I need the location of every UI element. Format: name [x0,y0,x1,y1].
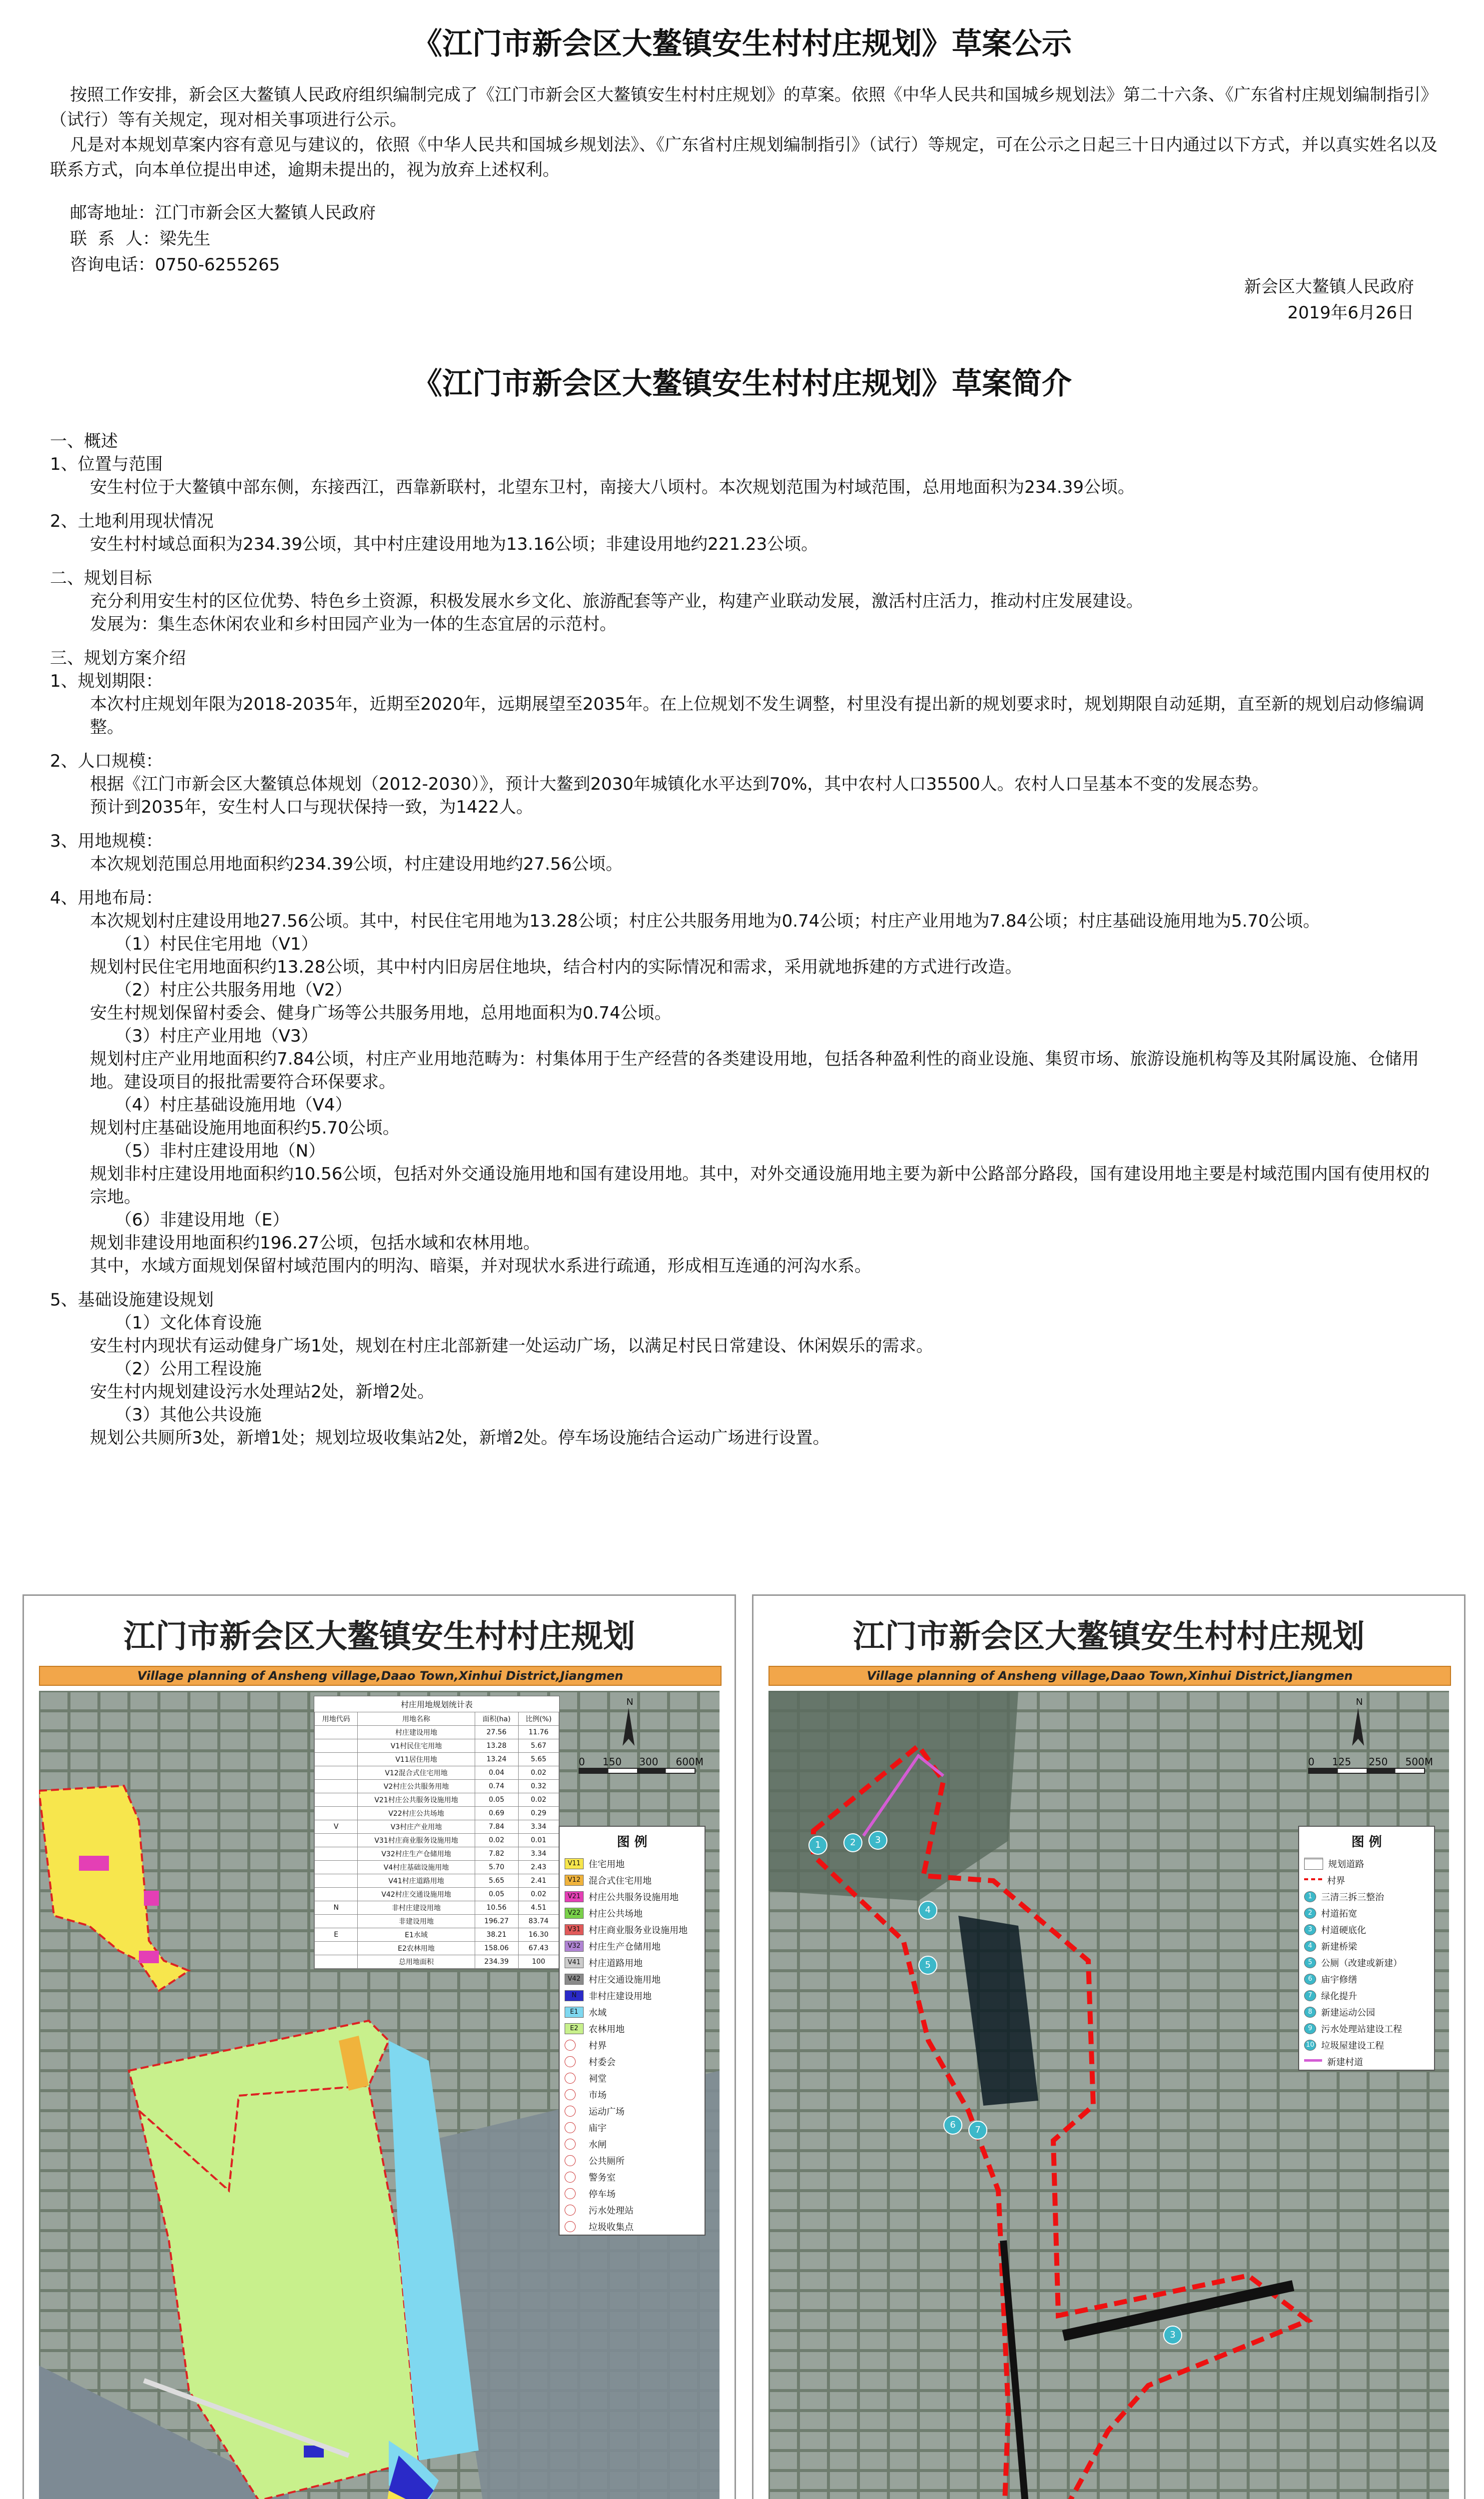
table-cell: 5.67 [518,1739,559,1753]
mailing-address: 邮寄地址：江门市新会区大鳌镇人民政府 [70,203,376,223]
map2-title: 江门市新会区大鳌镇安生村村庄规划 [853,1618,1365,1655]
table-cell: 0.02 [518,1766,559,1780]
legend-swatch: 7 [1304,1990,1316,2001]
legend-title: 图 例 [1351,1835,1382,1850]
legend-item [560,1855,705,1872]
table-row [315,1901,559,1915]
legend-item [1299,1872,1434,1888]
table-cell: 158.06 [475,1942,518,1955]
summary-line: 安生村规划保留村委会、健身广场等公共服务用地，总用地面积为0.74公顷。 [90,1003,672,1023]
legend-item [1299,1938,1434,1954]
summary-line: （3）其他公共设施 [115,1405,262,1425]
land-use-statistics-table [314,1696,560,1969]
table-cell: 0.01 [518,1834,559,1847]
table-row [315,1915,559,1928]
table-cell: N [315,1901,358,1915]
project-marker-2: 2 [843,1833,862,1852]
table-cell: 196.27 [475,1915,518,1928]
table-row [315,1928,559,1942]
summary-line: 三、规划方案介绍 [50,648,186,668]
table-row [315,1847,559,1861]
legend-item [560,2119,705,2136]
legend-swatch: V12 [565,1875,584,1886]
table-header-cell: 用地代码 [315,1712,358,1726]
map2-compass-scale [1308,1696,1438,1774]
legend-swatch [565,2221,576,2232]
legend-item [560,2136,705,2152]
summary-line: 2、土地利用现状情况 [50,511,214,531]
table-cell: 3.34 [518,1847,559,1861]
legend-swatch [565,2040,576,2051]
legend-swatch: V21 [565,1891,584,1902]
legend-swatch [565,2122,576,2133]
summary-line: 根据《江门市新会区大鳌镇总体规划（2012-2030）》，预计大鳌到2030年城镇化水平达到70%，其中农村人口35500人。农村人口呈基本不变的发展态势。 [90,774,1269,794]
legend-label: 警务室 [589,2172,616,2183]
table-cell: 67.43 [518,1942,559,1955]
legend-label: 住宅用地 [589,1859,625,1870]
table-cell [315,1861,358,1874]
summary-line: 规划公共厕所3处，新增1处；规划垃圾收集站2处，新增2处。停车场设施结合运动广场进行设置。 [90,1428,830,1448]
legend-label: 新建村道 [1327,2057,1363,2068]
map1-scale-labels [579,1756,704,1768]
legend-label: 规划道路 [1328,1859,1364,1870]
legend-item [560,2070,705,2086]
legend-label: 农林用地 [589,2024,625,2035]
summary-line: 预计到2035年，安生村人口与现状保持一致，为1422人。 [90,797,534,817]
summary-line: 4、用地布局： [50,888,163,908]
construction-project-map [768,1691,1449,2499]
summary-line: 规划村庄基础设施用地面积约5.70公顷。 [90,1118,400,1138]
summary-line: （1）文化体育设施 [115,1313,262,1333]
legend-swatch: E1 [565,2007,584,2018]
summary-line: 规划非建设用地面积约196.27公顷，包括水域和农林用地。 [90,1233,540,1253]
summary-line: （2）公用工程设施 [115,1359,262,1379]
table-row [315,1753,559,1766]
svg-text:N: N [1356,1697,1363,1707]
table-row [315,1793,559,1807]
table-cell: V1村民住宅用地 [358,1739,475,1753]
legend-item [1299,1921,1434,1938]
summary-body [50,430,1439,1449]
table-cell: 3.34 [518,1820,559,1834]
summary-line: 发展为：集生态休闲农业和乡村田园产业为一体的生态宜居的示范村。 [90,614,617,634]
phone-number: 咨询电话：0750-6255265 [70,255,280,275]
legend-swatch: V22 [565,1908,584,1919]
table-row [315,1874,559,1888]
summary-line: （5）非村庄建设用地（N） [115,1141,326,1161]
notice-body [50,82,1439,182]
project-marker-4: 4 [918,1901,937,1920]
table-cell [315,1942,358,1955]
project-marker-1: 1 [808,1836,827,1855]
legend-item [1299,2004,1434,2020]
map1-subtitle: Village planning of Ansheng village,Daao Town,Xinhui District,Jiangmen [39,1666,722,1686]
table-cell: V [315,1820,358,1834]
legend-swatch [565,2073,576,2084]
table-row [315,1888,559,1901]
table-cell [315,1915,358,1928]
table-cell: 4.51 [518,1901,559,1915]
legend-label: 水闸 [589,2139,607,2150]
summary-line: 规划村民住宅用地面积约13.28公顷，其中村内旧房居住地块，结合村内的实际情况和需求，采用就地拆建的方式进行改造。 [90,957,1022,977]
legend-item [560,2020,705,2037]
spacer [50,499,1439,510]
summary-line: （1）村民住宅用地（V1） [115,934,318,954]
table-cell [315,1955,358,1969]
legend-item [560,2086,705,2103]
table-cell: E [315,1928,358,1942]
table-cell: 13.24 [475,1753,518,1766]
issue-date: 2019年6月26日 [1287,303,1414,323]
table-cell: 13.28 [475,1739,518,1753]
legend-swatch [565,2205,576,2216]
table-cell [315,1739,358,1753]
map1-compass-scale [579,1696,709,1774]
land-use-map-panel [22,1594,736,2499]
legend-item [560,1872,705,1888]
legend-swatch: 9 [1304,2023,1316,2034]
scale-label: 250 [1369,1756,1388,1768]
legend-item [560,2169,705,2185]
signature-block [1244,274,1414,326]
summary-line: 规划村庄产业用地面积约7.84公顷，村庄产业用地范畴为：村集体用于生产经营的各类建设用地，包括各种盈利性的商业设施、集贸市场、旅游设施机构等及其附属设施、仓储用地。建设项目的报批需要符合环保要求。 [90,1049,1419,1092]
table-row [315,1834,559,1847]
legend-label: 公共厕所 [589,2156,625,2167]
table-cell: V21村庄公共服务设施用地 [358,1793,475,1807]
summary-line: 3、用地规模： [50,831,163,851]
table-cell: 11.76 [518,1726,559,1739]
notice-paragraph-1: 按照工作安排，新会区大鳌镇人民政府组织编制完成了《江门市新会区大鳌镇安生村村庄规划》的草案。依照《中华人民共和国城乡规划法》第二十六条、《广东省村庄规划编制指引》（试行）等有关规定，现对相关事项进行公示。 [50,85,1438,130]
table-cell: 0.74 [475,1780,518,1793]
legend-item [560,1954,705,1971]
table-cell: 0.32 [518,1780,559,1793]
spacer [50,876,1439,887]
table-cell: V42村庄交通设施用地 [358,1888,475,1901]
summary-line: （2）村庄公共服务用地（V2） [115,980,352,1000]
table-cell: 0.69 [475,1807,518,1820]
construction-project-map-panel [752,1594,1466,2499]
summary-line: （3）村庄产业用地（V3） [115,1026,318,1046]
legend-label: 村庄交通设施用地 [589,1974,661,1985]
legend-label: 新建运动公园 [1321,2007,1375,2018]
legend-swatch: V41 [565,1957,584,1968]
table-cell: 2.43 [518,1861,559,1874]
legend-label: 村道硬底化 [1321,1925,1366,1936]
spacer [50,636,1439,647]
project-marker-6: 6 [943,2116,962,2135]
contact-person: 联 系 人：梁先生 [70,229,211,249]
legend-label: 村庄公共场地 [589,1908,643,1919]
legend-title: 图 例 [617,1835,648,1850]
legend-label: 市场 [589,2090,607,2101]
legend-swatch [565,2155,576,2166]
legend-label: 三清三拆三整治 [1321,1892,1384,1903]
summary-line: 2、人口规模： [50,751,163,771]
summary-line: 其中，水域方面规划保留村域范围内的明沟、暗渠，并对现状水系进行疏通，形成相互连通的河沟水系。 [90,1256,871,1276]
legend-swatch [565,2056,576,2067]
table-cell [315,1888,358,1901]
table-cell: V32村庄生产仓储用地 [358,1847,475,1861]
table-cell [315,1807,358,1820]
table-cell: 83.74 [518,1915,559,1928]
table-cell: 总用地面积 [358,1955,475,1969]
legend-label: 村道拓宽 [1321,1908,1357,1919]
legend-label: 混合式住宅用地 [589,1875,652,1886]
scale-label: 0 [1308,1756,1315,1768]
legend-item [1299,2053,1434,2070]
summary-line: 5、基础设施建设规划 [50,1290,214,1310]
table-cell: V31村庄商业服务设施用地 [358,1834,475,1847]
legend-swatch: 10 [1304,2040,1316,2051]
scale-label: 500M [1405,1756,1433,1768]
legend-swatch: V11 [565,1858,584,1869]
table-cell: V4村庄基础设施用地 [358,1861,475,1874]
table-cell: 村庄建设用地 [358,1726,475,1739]
project-marker-7: 7 [968,2121,987,2140]
scale-label: 300 [639,1756,659,1768]
legend-swatch [565,2089,576,2100]
table-cell: V2村庄公共服务用地 [358,1780,475,1793]
legend-item [1299,1855,1434,1872]
table-cell: 10.56 [475,1901,518,1915]
legend-label: 污水处理站 [589,2205,634,2216]
spacer [50,556,1439,567]
map1-legend [559,1826,706,2236]
table-cell: 16.30 [518,1928,559,1942]
table-cell: 0.02 [518,1888,559,1901]
table-header-cell: 比例(%) [518,1712,559,1726]
legend-swatch [1304,2059,1322,2064]
legend-swatch: 3 [1304,1924,1316,1935]
legend-label: 庙宇修缮 [1321,1974,1357,1985]
north-arrow-icon [609,1696,649,1756]
north-arrow-icon [1338,1696,1378,1756]
legend-item [560,2185,705,2202]
table-cell: 0.05 [475,1793,518,1807]
table-row [315,1739,559,1753]
legend-label: 村庄公共服务设施用地 [589,1892,679,1903]
summary-line: 本次规划村庄建设用地27.56公顷。其中，村民住宅用地为13.28公顷；村庄公共服务用地为0.74公顷；村庄产业用地为7.84公顷；村庄基础设施用地为5.70公顷。 [90,911,1320,931]
legend-label: 庙宇 [589,2123,607,2134]
legend-swatch: V42 [565,1974,584,1985]
legend-label: 村庄商业服务业设施用地 [589,1925,688,1936]
legend-swatch: 6 [1304,1974,1316,1985]
legend-label: 公厕（改建或新建） [1321,1958,1402,1969]
table-cell: E2农林用地 [358,1942,475,1955]
legend-swatch [565,2106,576,2117]
scale-label: 0 [579,1756,585,1768]
map2-subtitle: Village planning of Ansheng village,Daao Town,Xinhui District,Jiangmen [768,1666,1451,1686]
table-cell: 100 [518,1955,559,1969]
legend-label: 村庄生产仓储用地 [589,1941,661,1952]
map2-scale-labels [1308,1756,1433,1768]
legend-swatch [1304,1878,1322,1882]
summary-line: 本次规划范围总用地面积约234.39公顷，村庄建设用地约27.56公顷。 [90,854,623,874]
legend-item [1299,1888,1434,1905]
table-header-cell: 面积(ha) [475,1712,518,1726]
legend-label: 村委会 [589,2057,616,2068]
legend-swatch [1304,1858,1323,1870]
table-cell: 0.04 [475,1766,518,1780]
table-cell: V22村庄公共场地 [358,1807,475,1820]
project-marker-5: 5 [918,1956,937,1975]
scale-label: 600M [676,1756,704,1768]
legend-item [1299,2037,1434,2053]
table-row [315,1780,559,1793]
table-row [315,1766,559,1780]
spacer [50,739,1439,750]
legend-swatch: V31 [565,1924,584,1935]
table-cell: 0.02 [518,1793,559,1807]
legend-item [560,2218,705,2235]
table-row [315,1807,559,1820]
scale-label: 125 [1332,1756,1352,1768]
legend-label: 村庄道路用地 [589,1958,643,1969]
table-cell: V11居住用地 [358,1753,475,1766]
table-cell [315,1766,358,1780]
map2-legend [1298,1826,1435,2071]
construction-project-map-graphic [768,1691,1449,2499]
legend-label: 垃圾屋建设工程 [1321,2040,1384,2051]
table-cell: 27.56 [475,1726,518,1739]
scale-label: 150 [602,1756,622,1768]
legend-swatch: 4 [1304,1941,1316,1952]
table-cell [315,1780,358,1793]
legend-swatch: E2 [565,2023,584,2034]
summary-line: 本次村庄规划年限为2018-2035年，近期至2020年，远期展望至2035年。在上位规划不发生调整，村里没有提出新的规划要求时，规划期限自动延期，直至新的规划启动修编调整。 [90,694,1425,737]
legend-item [560,2152,705,2169]
issuer: 新会区大鳌镇人民政府 [1244,277,1414,297]
legend-item [560,1938,705,1954]
legend-label: 非村庄建设用地 [589,1991,652,2002]
legend-label: 水域 [589,2007,607,2018]
legend-swatch: 1 [1304,1891,1316,1902]
legend-item [560,1905,705,1921]
legend-item [560,1921,705,1938]
legend-item [1299,1905,1434,1921]
spacer [50,819,1439,830]
table-cell [315,1793,358,1807]
notice-title: 《江门市新会区大鳌镇安生村村庄规划》草案公示 [412,26,1072,61]
table-cell [315,1753,358,1766]
table-cell [315,1847,358,1861]
table-cell: 7.84 [475,1820,518,1834]
legend-label: 污水处理站建设工程 [1321,2024,1402,2035]
summary-line: 1、位置与范围 [50,454,163,474]
summary-line: 安生村内现状有运动健身广场1处，规划在村庄北部新建一处运动广场，以满足村民日常建设、休闲娱乐的需求。 [90,1336,933,1356]
map1-title: 江门市新会区大鳌镇安生村村庄规划 [123,1618,635,1655]
summary-line: （6）非建设用地（E） [115,1210,290,1230]
legend-swatch [565,2188,576,2199]
table-cell: 2.41 [518,1874,559,1888]
legend-item [560,1987,705,2004]
summary-line: 规划非村庄建设用地面积约10.56公顷，包括对外交通设施用地和国有建设用地。其中，对外交通设施用地主要为新中公路部分路段，国有建设用地主要是村域范围内国有使用权的宗地。 [90,1164,1430,1207]
summary-line: 二、规划目标 [50,568,152,588]
table-cell: 234.39 [475,1955,518,1969]
notice-paragraph-2: 凡是对本规划草案内容有意见与建议的，依照《中华人民共和国城乡规划法》、《广东省村庄规划编制指引》（试行）等规定，可在公示之日起三十日内通过以下方式，并以真实姓名以及联系方式，向本单位提出申述，逾期未提出的，视为放弃上述权利。 [50,135,1438,180]
legend-item [560,2053,705,2070]
table-header-cell: 用地名称 [358,1712,475,1726]
legend-item [1299,1954,1434,1971]
table-caption: 村庄用地规划统计表 [400,1700,473,1709]
summary-line: 安生村位于大鳌镇中部东侧，东接西江，西靠新联村，北望东卫村，南接大八顷村。本次规划范围为村域范围，总用地面积为234.39公顷。 [90,477,1135,497]
legend-label: 垃圾收集点 [589,2222,634,2233]
summary-line: 1、规划期限： [50,671,163,691]
legend-swatch: 8 [1304,2007,1316,2018]
legend-swatch [565,2172,576,2183]
legend-swatch: N [565,1990,584,2001]
legend-swatch: 5 [1304,1957,1316,1968]
summary-line: 安生村村域总面积为234.39公顷，其中村庄建设用地为13.16公顷；非建设用地约221.23公顷。 [90,534,818,554]
table-cell [315,1726,358,1739]
summary-line: （4）村庄基础设施用地（V4） [115,1095,352,1115]
legend-item [560,1888,705,1905]
table-row [315,1820,559,1834]
legend-label: 停车场 [589,2189,616,2200]
table-cell [315,1834,358,1847]
table-cell: 5.70 [475,1861,518,1874]
legend-label: 运动广场 [589,2106,625,2117]
legend-label: 新建桥梁 [1321,1941,1357,1952]
legend-item [1299,1971,1434,1987]
table-cell: E1水域 [358,1928,475,1942]
table-row [315,1726,559,1739]
table-row [315,1861,559,1874]
legend-label: 绿化提升 [1321,1991,1357,2002]
legend-item [1299,1987,1434,2004]
table-cell: V3村庄产业用地 [358,1820,475,1834]
legend-item [560,2103,705,2119]
table-cell: 7.82 [475,1847,518,1861]
project-marker-8: 3 [1163,2326,1182,2345]
table-cell [315,1874,358,1888]
legend-swatch: V32 [565,1941,584,1952]
legend-item [1299,2020,1434,2037]
table-cell: 5.65 [475,1874,518,1888]
table-cell: 38.21 [475,1928,518,1942]
legend-swatch [565,2139,576,2150]
table-cell: 5.65 [518,1753,559,1766]
table-cell: V12混合式住宅用地 [358,1766,475,1780]
table-cell: 非村庄建设用地 [358,1901,475,1915]
legend-label: 村界 [1327,1875,1345,1886]
spacer [50,1277,1439,1288]
project-marker-3: 3 [868,1831,887,1850]
summary-line: 充分利用安生村的区位优势、特色乡土资源，积极发展水乡文化、旅游配套等产业，构建产业联动发展，激活村庄活力，推动村庄发展建设。 [90,591,1143,611]
legend-label: 祠堂 [589,2073,607,2084]
table-cell: V41村庄道路用地 [358,1874,475,1888]
summary-title: 《江门市新会区大鳌镇安生村村庄规划》草案简介 [412,366,1072,401]
legend-item [560,2037,705,2053]
summary-line: 一、概述 [50,431,118,451]
contact-block [70,200,376,278]
legend-item [560,1971,705,1987]
legend-label: 村界 [589,2040,607,2051]
table-cell: 0.05 [475,1888,518,1901]
summary-line: 安生村内规划建设污水处理站2处，新增2处。 [90,1382,435,1402]
table-cell: 非建设用地 [358,1915,475,1928]
table-cell: 0.02 [475,1834,518,1847]
legend-item [560,2004,705,2020]
legend-swatch: 2 [1304,1908,1316,1919]
table-row [315,1942,559,1955]
table-cell: 0.29 [518,1807,559,1820]
table-row [315,1955,559,1969]
svg-text:N: N [627,1697,633,1707]
legend-item [560,2202,705,2218]
